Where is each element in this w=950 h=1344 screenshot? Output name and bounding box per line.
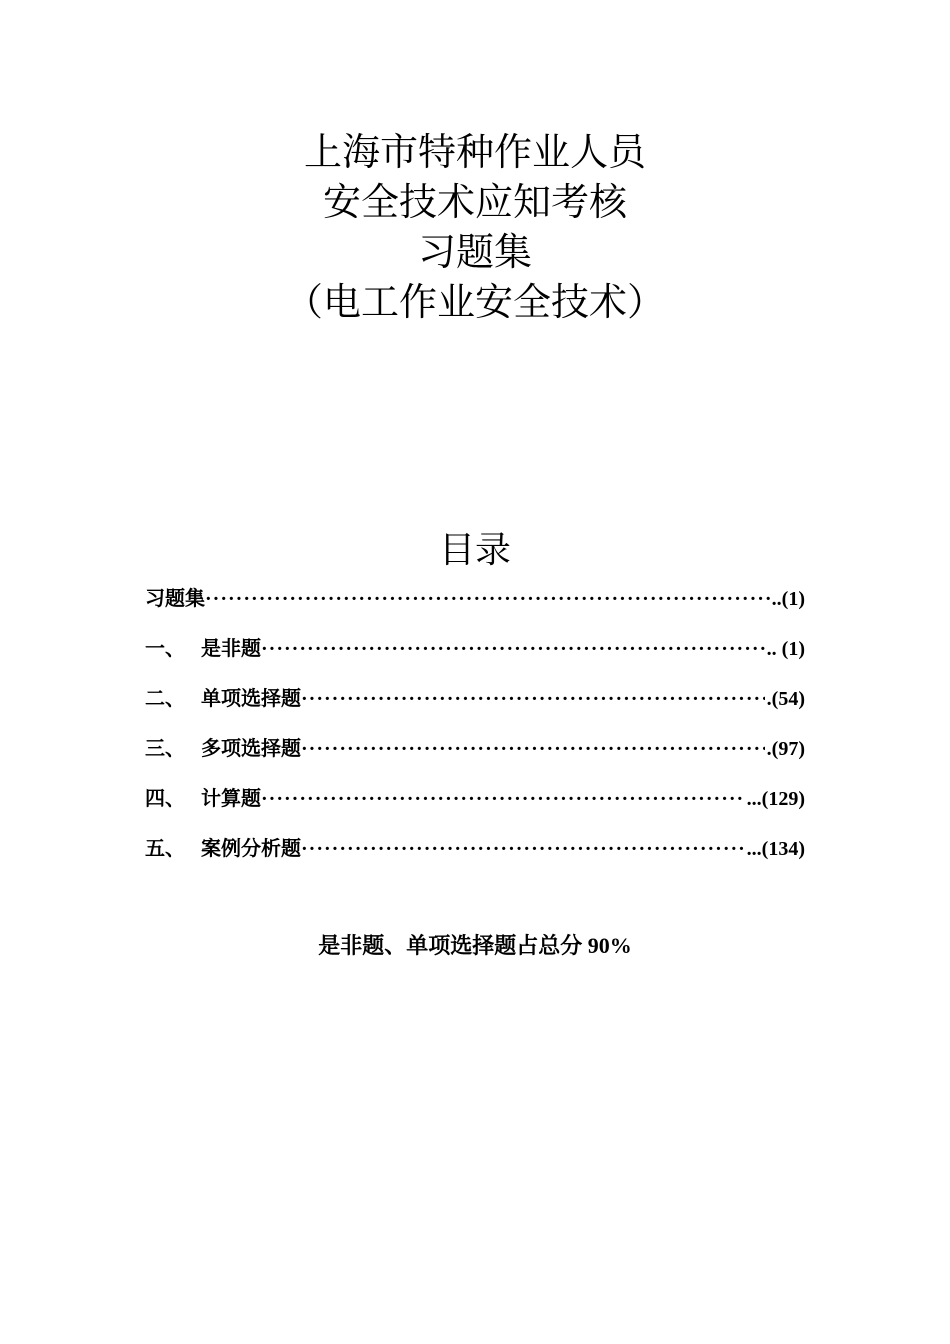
toc-entry-exercise-set[interactable]	[145, 582, 805, 632]
toc-leader-dots	[261, 782, 745, 816]
toc-leader-dots	[301, 832, 745, 866]
toc-entry-multiple-choice[interactable]	[145, 732, 805, 782]
toc-leader-dots	[261, 632, 765, 666]
toc-entry-page: ...(134)	[746, 838, 805, 860]
title-line-4: （电工作业安全技术）	[284, 282, 665, 324]
toc-entry-true-false[interactable]	[145, 632, 805, 682]
title-line-2: 安全技术应知考核	[322, 182, 627, 224]
score-weight-note: 是非题、单项选择题占总分 90%	[318, 933, 632, 958]
title-line-1: 上海市特种作业人员	[303, 132, 646, 174]
toc-entry-calculation[interactable]	[145, 782, 805, 832]
table-of-contents	[145, 582, 805, 882]
toc-entry-page: ...(129)	[746, 788, 805, 810]
toc-leader-dots	[301, 732, 765, 766]
toc-entry-page: .. (1)	[766, 638, 805, 660]
toc-entry-number: 五、	[145, 838, 185, 860]
toc-leader-dots	[205, 582, 770, 616]
toc-leader-dots	[301, 682, 765, 716]
toc-entry-number: 三、	[145, 738, 185, 760]
toc-entry-single-choice[interactable]	[145, 682, 805, 732]
toc-entry-page: .(97)	[766, 738, 805, 760]
toc-entry-label: 单项选择题	[201, 688, 301, 710]
toc-heading: 目录	[438, 530, 511, 570]
toc-entry-number: 二、	[145, 688, 185, 710]
toc-entry-label: 案例分析题	[201, 838, 301, 860]
toc-entry-label: 多项选择题	[201, 738, 301, 760]
toc-entry-label: 习题集	[145, 588, 205, 610]
toc-entry-label: 计算题	[201, 788, 261, 810]
toc-entry-number: 一、	[145, 638, 185, 660]
title-line-3: 习题集	[417, 232, 532, 274]
toc-entry-page: .(54)	[766, 688, 805, 710]
toc-entry-number: 四、	[145, 788, 185, 810]
toc-entry-case-analysis[interactable]	[145, 832, 805, 882]
toc-entry-label: 是非题	[201, 638, 261, 660]
toc-entry-page: ..(1)	[771, 588, 805, 610]
document-title	[0, 128, 950, 328]
